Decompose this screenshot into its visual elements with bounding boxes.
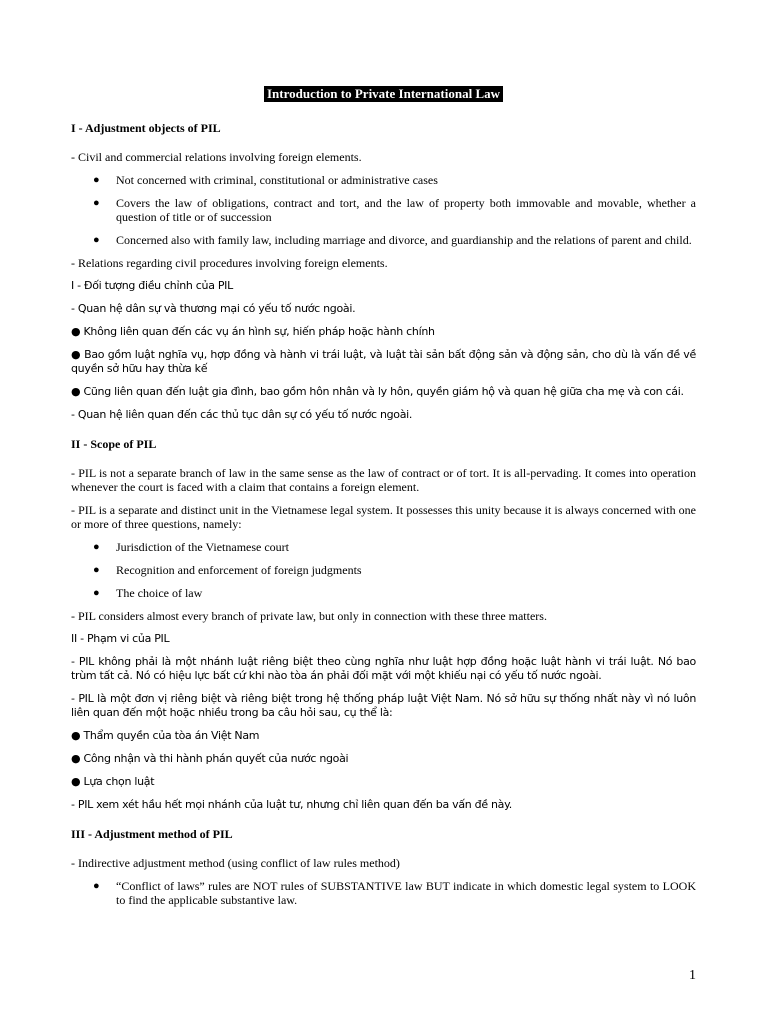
bullet-icon: ● (93, 541, 100, 553)
section-2-vn-paragraph: - PIL không phải là một nhánh luật riêng biệt theo cùng nghĩa như luật hợp đồng hoặc luật hành vi trái luật. Nó bao trùm tất cả. Nó có hiệu lực bất cứ khi nào tòa án phải đối mặt với một khiếu nại có yếu tố nước ngoài. (71, 655, 696, 682)
section-3-heading: III - Adjustment method of PIL (71, 827, 233, 841)
section-2-vn-heading: II - Phạm vi của PIL (71, 632, 170, 645)
section-2-heading: II - Scope of PIL (71, 437, 157, 451)
title-wrap (71, 86, 696, 102)
bullet-icon: ● (93, 234, 100, 246)
bullet-icon: ● (93, 174, 100, 186)
section-3-paragraph: - Indirective adjustment method (using conflict of law rules method) (71, 856, 400, 870)
list-item: ● Recognition and enforcement of foreign judgments (93, 563, 362, 577)
section-2-vn-paragraph: ● Công nhận và thi hành phán quyết của nước ngoài (71, 752, 349, 765)
bullet-icon: ● (93, 587, 100, 599)
list-item: ● Not concerned with criminal, constitutional or administrative cases (93, 173, 438, 187)
section-1-vn-paragraph: - Quan hệ dân sự và thương mại có yếu tố nước ngoài. (71, 302, 356, 315)
section-2-paragraph: - PIL is a separate and distinct unit in the Vietnamese legal system. It possesses this unity because it is always concerned with one or more of three questions, namely: (71, 503, 696, 531)
section-1-outro: - Relations regarding civil procedures involving foreign elements. (71, 256, 388, 270)
section-1-heading: I - Adjustment objects of PIL (71, 121, 221, 135)
page-number: 1 (689, 968, 696, 983)
bullet-icon: ● (93, 880, 100, 892)
section-1-vn-paragraph: ● Bao gồm luật nghĩa vụ, hợp đồng và hành vi trái luật, và luật tài sản bất động sản và động sản, cho dù là vấn đề về quyền sở hữu hay thừa kế (71, 348, 696, 375)
section-1-bullet-list (71, 173, 696, 247)
section-2-vn-paragraph: ● Lựa chọn luật (71, 775, 155, 788)
section-2-vn-paragraph: ● Thẩm quyền của tòa án Việt Nam (71, 729, 260, 742)
section-2-vn-paragraph: - PIL xem xét hầu hết mọi nhánh của luật tư, nhưng chỉ liên quan đến ba vấn đề này. (71, 798, 512, 811)
document-page (71, 86, 696, 916)
section-2-bullet-list (71, 540, 696, 600)
list-item: ● Concerned also with family law, including marriage and divorce, and guardianship and the relations of parent and child. (93, 233, 692, 247)
section-1-vn-paragraph: - Quan hệ liên quan đến các thủ tục dân sự có yếu tố nước ngoài. (71, 408, 413, 421)
section-1-vn-heading: I - Đối tượng điều chỉnh của PIL (71, 279, 233, 292)
section-1-vn-paragraph: ● Không liên quan đến các vụ án hình sự, hiến pháp hoặc hành chính (71, 325, 435, 338)
section-2-paragraph: - PIL is not a separate branch of law in the same sense as the law of contract or of tort. It is all-pervading. It comes into operation whenever the court is faced with a claim that contains a foreign element. (71, 466, 696, 494)
list-item: ● The choice of law (93, 586, 203, 600)
list-item: ● Covers the law of obligations, contract and tort, and the law of property both immovable and movable, whether a question of title or of succession (93, 196, 696, 224)
section-2-paragraph: - PIL considers almost every branch of private law, but only in connection with these three matters. (71, 609, 547, 623)
bullet-icon: ● (93, 197, 100, 209)
section-3-bullet-list (71, 879, 696, 907)
section-1-intro: - Civil and commercial relations involving foreign elements. (71, 150, 362, 164)
list-item: ● “Conflict of laws” rules are NOT rules of SUBSTANTIVE law BUT indicate in which domestic legal system to LOOK to find the applicable substantive law. (93, 879, 696, 907)
section-2-vn-paragraph: - PIL là một đơn vị riêng biệt và riêng biệt trong hệ thống pháp luật Việt Nam. Nó sở hữu sự thống nhất này vì nó luôn liên quan đến một hoặc nhiều trong ba câu hỏi sau, cụ thể là: (71, 692, 696, 719)
list-item: ● Jurisdiction of the Vietnamese court (93, 540, 290, 554)
document-title: Introduction to Private International Law (264, 86, 503, 102)
bullet-icon: ● (93, 564, 100, 576)
section-1-vn-paragraph: ● Cũng liên quan đến luật gia đình, bao gồm hôn nhân và ly hôn, quyền giám hộ và quan hệ giữa cha mẹ và con cái. (71, 385, 684, 398)
